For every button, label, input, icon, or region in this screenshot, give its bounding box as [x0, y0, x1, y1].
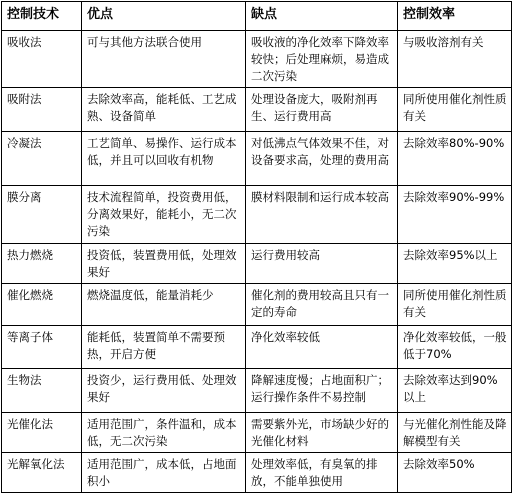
cell-technology: 热力燃烧 — [2, 244, 82, 284]
header-technology: 控制技术 — [2, 2, 82, 31]
header-disadvantages: 缺点 — [246, 2, 398, 31]
table-row — [2, 284, 512, 326]
cell-efficiency: 去除效率90%-99% — [398, 186, 512, 244]
cell-advantages: 可与其他方法联合使用 — [82, 31, 246, 88]
table-row — [2, 186, 512, 244]
cell-efficiency: 同所使用催化剂性质有关 — [398, 88, 512, 132]
cell-technology: 光解氧化法 — [2, 453, 82, 493]
cell-advantages: 去除效率高，能耗低、工艺成熟、设备简单 — [82, 88, 246, 132]
cell-advantages: 投资少，运行费用低、处理效果好 — [82, 369, 246, 413]
cell-disadvantages: 对低沸点气体效果不佳，对设备要求高，处理的费用高 — [246, 132, 398, 186]
header-advantages: 优点 — [82, 2, 246, 31]
cell-efficiency: 与光催化剂性能及降解模型有关 — [398, 413, 512, 453]
table-row — [2, 453, 512, 493]
table-row — [2, 88, 512, 132]
cell-technology: 生物法 — [2, 369, 82, 413]
cell-advantages: 工艺简单、易操作、运行成本低，并且可以回收有机物 — [82, 132, 246, 186]
cell-technology: 等离子体 — [2, 326, 82, 369]
cell-technology: 催化燃烧 — [2, 284, 82, 326]
cell-efficiency: 与吸收溶剂有关 — [398, 31, 512, 88]
cell-technology: 吸收法 — [2, 31, 82, 88]
cell-efficiency: 去除效率80%-90% — [398, 132, 512, 186]
control-technology-table — [1, 1, 512, 493]
cell-technology: 光催化法 — [2, 413, 82, 453]
cell-disadvantages: 膜材料限制和运行成本较高 — [246, 186, 398, 244]
cell-disadvantages: 吸收液的净化效率下降效率较快；后处理麻烦，易造成二次污染 — [246, 31, 398, 88]
table-row — [2, 369, 512, 413]
cell-advantages: 燃烧温度低，能量消耗少 — [82, 284, 246, 326]
cell-disadvantages: 运行费用较高 — [246, 244, 398, 284]
cell-efficiency: 去除效率达到90%以上 — [398, 369, 512, 413]
cell-technology: 吸附法 — [2, 88, 82, 132]
cell-disadvantages: 处理设备庞大，吸附剂再生、运行费用高 — [246, 88, 398, 132]
cell-disadvantages: 需要紫外光，市场缺少好的光催化材料 — [246, 413, 398, 453]
cell-advantages: 技术流程简单，投资费用低，分离效果好，能耗小，无二次污染 — [82, 186, 246, 244]
cell-efficiency: 净化效率较低，一般低于70% — [398, 326, 512, 369]
cell-efficiency: 去除效率50% — [398, 453, 512, 493]
cell-disadvantages: 处理效率低，有臭氧的排放，不能单独使用 — [246, 453, 398, 493]
table-row — [2, 244, 512, 284]
table-row — [2, 326, 512, 369]
cell-efficiency: 去除效率95%以上 — [398, 244, 512, 284]
cell-advantages: 投资低，装置费用低，处理效果好 — [82, 244, 246, 284]
cell-advantages: 能耗低，装置简单不需要预热，开启方便 — [82, 326, 246, 369]
table-row — [2, 132, 512, 186]
cell-disadvantages: 催化剂的费用较高且只有一定的寿命 — [246, 284, 398, 326]
cell-advantages: 适用范围广，成本低，占地面积小 — [82, 453, 246, 493]
header-efficiency: 控制效率 — [398, 2, 512, 31]
cell-disadvantages: 净化效率较低 — [246, 326, 398, 369]
cell-disadvantages: 降解速度慢；占地面积广；运行操作条件不易控制 — [246, 369, 398, 413]
header-row — [2, 2, 512, 31]
cell-technology: 冷凝法 — [2, 132, 82, 186]
cell-efficiency: 同所使用催化剂性质有关 — [398, 284, 512, 326]
cell-advantages: 适用范围广，条件温和，成本低，无二次污染 — [82, 413, 246, 453]
table-row — [2, 31, 512, 88]
cell-technology: 膜分离 — [2, 186, 82, 244]
table-row — [2, 413, 512, 453]
